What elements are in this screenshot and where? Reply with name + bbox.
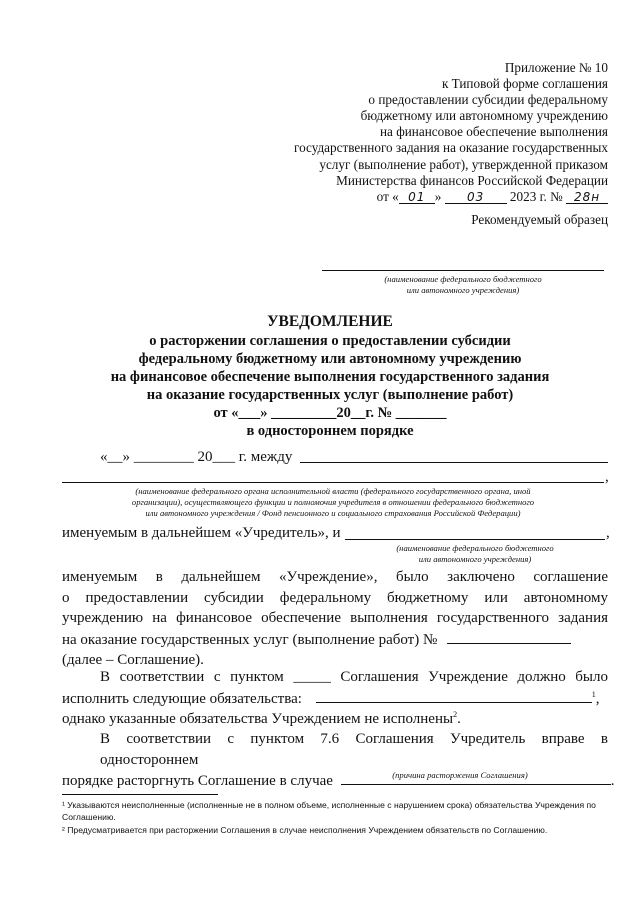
footnote-ref: 1 [591, 689, 596, 699]
appendix-line: на финансовое обеспечение выполнения [380, 124, 608, 140]
title-line: на финансовое обеспечение выполнения государственного задания [110, 369, 550, 385]
paragraph-line [62, 629, 608, 651]
institution-caption-2 [350, 543, 600, 565]
caption-line: организации), осуществляющего функции и полномочия учредителя в отношении федерального бюджетного [131, 497, 535, 507]
institution-caption [332, 274, 594, 296]
comma: , [606, 525, 610, 541]
paragraph-line: именуемым в дальнейшем «Учреждение», было заключено соглашение [62, 569, 608, 585]
recommended-sample: Рекомендуемый образец [471, 212, 608, 227]
paragraph-obligations [62, 667, 608, 730]
caption-line: (наименование федерального бюджетного [396, 543, 554, 553]
obligations-field [316, 688, 592, 703]
handwritten-order-number: 28н [573, 189, 601, 204]
founder-line [62, 524, 341, 543]
document-title-block [40, 312, 620, 440]
footnote-separator [62, 794, 218, 795]
obligations-label: исполнить следующие обязательства: [62, 690, 302, 707]
handwritten-month: 03 [466, 189, 485, 204]
obligations-text: однако указанные обязательства Учреждением не исполнены [62, 711, 454, 727]
title-line: федеральному бюджетному или автономному учреждению [138, 351, 522, 367]
footnote-1: ¹ Указываются неисполненные (исполненные не в полном объеме, исполненные с нарушением срока) обязательства Учреждения по Соглашению. [62, 800, 596, 822]
date-prefix: от « [376, 188, 399, 204]
authority-caption [62, 486, 604, 519]
appendix-header [208, 60, 608, 205]
paragraph-line: В соответствии с пунктом _____ Соглашения Учреждение должно было [100, 669, 608, 685]
paragraph-line: исполнить следующие обязательства: $^1$, [62, 689, 600, 707]
institution-fill-line [345, 539, 605, 540]
title-mode: в одностороннем порядке [246, 423, 414, 439]
paragraph-line: В соответствии с пунктом 7.6 Соглашения Учредитель вправе в одностороннем [100, 731, 608, 768]
paragraph-line: учреждению на финансовое обеспечение выполнения государственного задания [62, 610, 608, 626]
handwritten-day: 01 [408, 189, 426, 204]
appendix-line: Приложение № 10 [504, 60, 608, 75]
institution-name-line [322, 270, 604, 271]
paragraph-line: о предоставлении субсидии федеральному бюджетному или автономному [62, 589, 608, 606]
date-mid: » [434, 188, 442, 204]
caption-line: или автономного учреждения / Фонд пенсионного и социального страхования Российской Федерации) [145, 508, 521, 518]
paragraph-termination [62, 729, 615, 792]
appendix-line: услуг (выполнение работ), утвержденной приказом [319, 156, 608, 172]
termination-label: порядке расторгнуть Соглашение в случае [62, 773, 333, 789]
caption-line: или автономного учреждения) [406, 285, 520, 295]
agreement-date-line [100, 448, 292, 467]
title-date-line: от «___» _________20__г. № _______ [213, 405, 447, 421]
footnote-ref: 2 [453, 710, 458, 719]
date-year: 2023 г. № [509, 188, 563, 204]
title-line: о расторжении соглашения о предоставлении субсидии [149, 333, 511, 349]
founder-text: именуемым в дальнейшем «Учредитель», и [62, 525, 341, 541]
appendix-line: Министерства финансов Российской Федерации [336, 172, 608, 188]
appendix-line: государственного задания на оказание государственных [294, 140, 608, 156]
title-line: на оказание государственных услуг (выполнение работ) [146, 387, 514, 403]
caption-line: (наименование федерального бюджетного [384, 274, 542, 284]
appendix-line: бюджетному или автономному учреждению [360, 108, 608, 124]
caption-line: (наименование федерального органа исполнительной власти (федерального государственного органа, иной [135, 486, 531, 496]
document-title: УВЕДОМЛЕНИЕ [267, 313, 393, 330]
caption-line: или автономного учреждения) [418, 554, 532, 564]
paragraph-agreement [62, 567, 608, 671]
comma: , [605, 469, 609, 485]
appendix-line: о предоставлении субсидии федеральному [368, 92, 608, 108]
footnotes [62, 800, 610, 837]
agreement-number-field [447, 629, 571, 644]
paragraph-line: (далее – Соглашение). [62, 652, 204, 668]
between-fill-line [300, 462, 608, 463]
agreement-number-label: на оказание государственных услуг (выполнение работ) № [62, 631, 438, 648]
reason-caption: (причина расторжения Соглашения) [392, 770, 528, 780]
agreement-date-text: «__» ________ 20___ г. между [100, 449, 293, 465]
paragraph-line: порядке расторгнуть Соглашение в случае . [62, 770, 608, 792]
appendix-line: к Типовой форме соглашения [441, 76, 608, 92]
appendix-date-line [208, 189, 608, 205]
authority-fill-line [62, 482, 604, 483]
footnote-2: ² Предусматривается при расторжении Соглашения в случае неисполнения Учреждением обязательств по Соглашению. [62, 825, 548, 835]
paragraph-line: однако указанные обязательства Учреждением не исполнены$^2$. [62, 710, 461, 727]
